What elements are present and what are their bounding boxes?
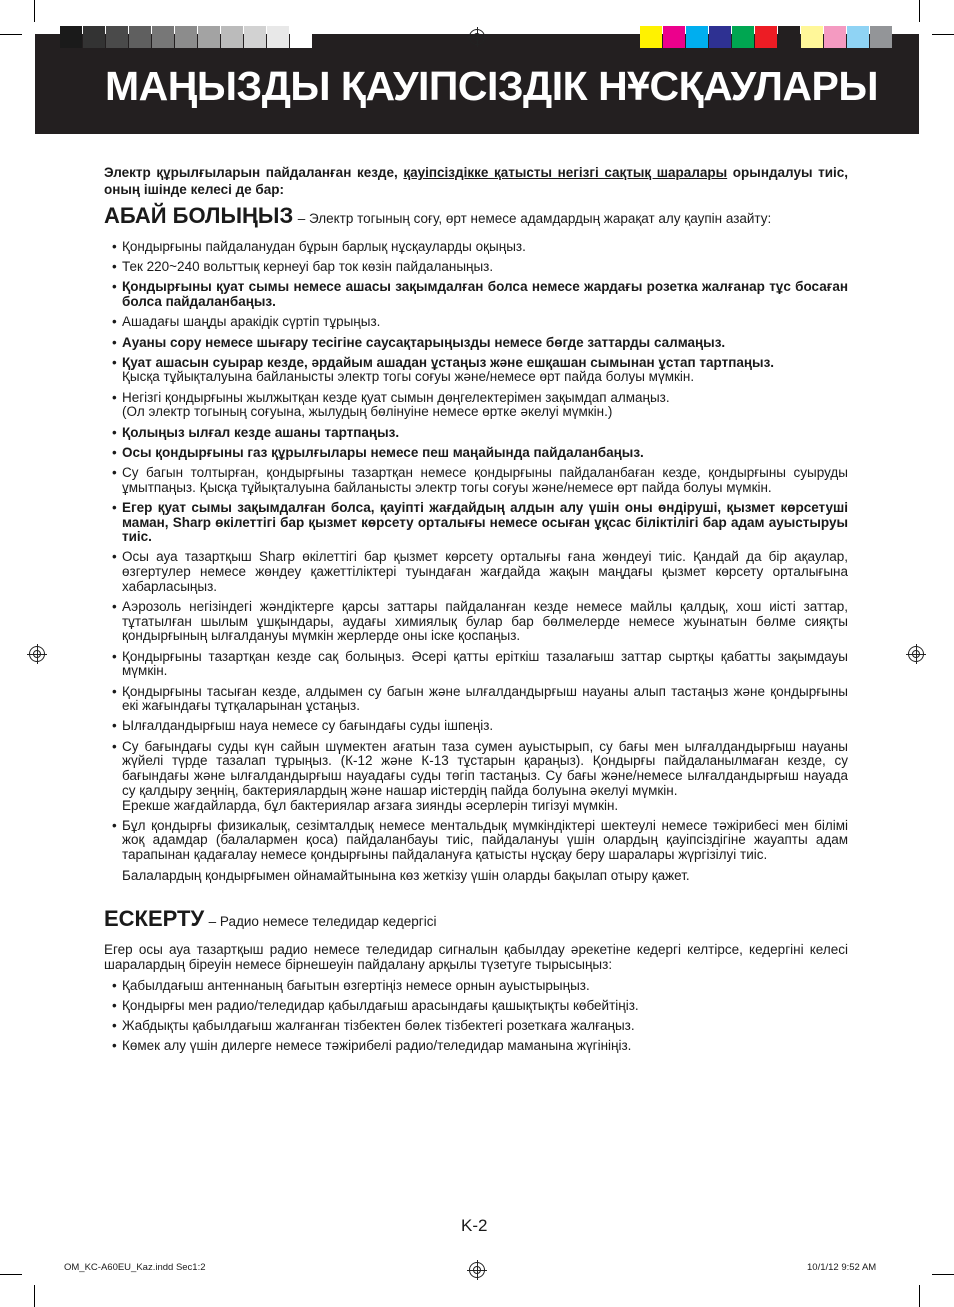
crop-mark — [932, 34, 954, 35]
color-swatch — [801, 26, 823, 48]
color-swatch — [221, 26, 243, 48]
color-swatch — [663, 26, 685, 48]
list-item-note: (Ол электр тогының соғуына, жылудың бөлінуіне немесе өртке әкелуі мүмкін.) — [122, 404, 613, 420]
crop-mark — [0, 1274, 22, 1275]
color-swatch — [732, 26, 754, 48]
color-swatch — [175, 26, 197, 48]
warning-list — [104, 979, 848, 1054]
list-item — [104, 999, 848, 1014]
crop-mark — [34, 1285, 35, 1307]
list-item-text: Аэрозоль негізіндегі жәндіктерге қарсы заттары пайдаланған кезде немесе майлы қалдық, хош иісті заттар, тұтатылған шылым ұшқындары, аудағы химиялық булар бар бөлмелерде немесе жуынатын бөлме сияқты қондырғының ылғалдануы мүмкін жерлерде оны іске қоспаңыз. — [122, 599, 848, 644]
list-item — [104, 550, 848, 594]
list-item — [104, 466, 848, 495]
list-item-text: Ылғалдандырғыш науа немесе су бағындағы суды ішпеңіз. — [122, 718, 494, 734]
list-item-text: Егер қуат сымы зақымдалған болса, қауіпті жағдайдың алдын алу үшін оны өндіруші, қызмет көрсетуші маман, Sharp өкілеттігі бар қызмет көрсету орталығы немесе осыған ұқсас біліктілігі бар адам ауыстыруы тиіс. — [122, 499, 848, 545]
list-item — [104, 280, 848, 309]
list-item — [104, 719, 848, 734]
list-item — [104, 315, 848, 330]
list-item — [104, 740, 848, 814]
color-swatch — [129, 26, 151, 48]
registration-mark-icon — [469, 1262, 485, 1278]
footer-date: 10/1/12 9:52 AM — [807, 1262, 877, 1273]
list-item-text: Қондырғы мен радио/теледидар қабылдағыш арасындағы қашықтықты көбейтіңіз. — [122, 997, 639, 1013]
color-swatch — [870, 26, 892, 48]
list-item-text: Бұл қондырғы физикалық, сезімталдық немесе ментальдық мүмкіндіктері шектеулі немесе тәжірибесі мен білімі жоқ адамдар (балалармен қоса) пайдаланбауы тиіс, пайдалануы үшін олардың қауіпсіздігіне жауапты адам тарапынан қадағалау немесе қондырғыны пайдалануға қатысты нұсқау беру шаралары жүргізілуі тиіс. — [122, 817, 848, 863]
list-item-text: Су багын толтырған, қондырғыны тазартқан немесе қондырғыны пайдаланбаған кезде, қондырғыны суыруды ұмытпаңыз. Қысқа тұйықталуына байланысты электр тогы соғуы және/немесе өрт пайда болуы мүмкін. — [122, 464, 848, 495]
warning-title: ЕСКЕРТУ — [104, 906, 205, 932]
list-item-text: Қондырғыны тазартқан кезде сақ болыңыз. Әсері қатты еріткіш тазалағыш заттар сыртқы қабатты зақымдауы мүмкін. — [122, 648, 848, 679]
list-item — [104, 1019, 848, 1034]
page-number: K-2 — [461, 1216, 488, 1235]
color-swatch — [290, 26, 312, 48]
list-item — [104, 336, 848, 351]
list-item-text: Қабылдағыш антеннаның бағытын өзгертіңіз немесе орнын ауыстырыңыз. — [122, 977, 590, 993]
list-item — [104, 391, 848, 420]
content — [104, 164, 848, 1060]
intro-text: Электр құрылғыларын пайдаланған кезде, — [104, 165, 404, 180]
color-swatch — [106, 26, 128, 48]
list-item-text: Осы қондырғыны газ құрылғылары немесе пеш маңайында пайдаланбаңыз. — [122, 444, 644, 460]
list-item — [104, 819, 848, 863]
list-item — [104, 501, 848, 545]
list-item-text: Ауаны сору немесе шығару тесігіне саусақтарыңызды немесе бөгде заттарды салмаңыз. — [122, 334, 726, 350]
list-item — [104, 979, 848, 994]
list-item-text: Жабдықты қабылдағыш жалғанған тізбектен бөлек тізбектегі розеткаға жалғаңыз. — [122, 1018, 635, 1034]
list-item-text: Қуат ашасын суырар кезде, әрдайым ашадан ұстаңыз және ешқашан сымынан ұстап тартпаңыз. — [122, 354, 775, 370]
list-item-note: Қысқа тұйықталуына байланысты электр тогы соғуы және/немесе өрт пайда болуы мүмкін. — [122, 369, 695, 385]
color-swatch — [755, 26, 777, 48]
footer-file-name: OM_KC-A60EU_Kaz.indd Sec1:2 — [64, 1262, 206, 1273]
list-item-text: Негізгі қондырғыны жылжытқан кезде қуат сымын дөңгелектерімен зақымдап алмаңыз. — [122, 389, 670, 405]
list-item-text: Қолыңыз ылғал кезде ашаны тартпаңыз. — [122, 424, 400, 440]
color-swatch — [267, 26, 289, 48]
color-swatch — [152, 26, 174, 48]
color-swatch — [244, 26, 266, 48]
list-item-text: Қондырғыны пайдаланудан бұрын барлық нұсқауларды оқыңыз. — [122, 239, 526, 254]
list-item — [104, 426, 848, 441]
caution-title: АБАЙ БОЛЫҢЫЗ — [104, 203, 294, 228]
warning-heading — [104, 907, 848, 934]
page-title: МАҢЫЗДЫ ҚАУІПСІЗДІК НҰСҚАУЛАРЫ — [105, 63, 878, 109]
list-item-text: Ашадағы шаңды аракідік сүртіп тұрыңыз. — [122, 314, 381, 330]
registration-mark-icon — [29, 646, 45, 662]
children-note: Балалардың қондырғымен ойнамайтынына көз жеткізу үшін оларды бақылап отыру қажет. — [122, 868, 690, 884]
intro-underlined: қауіпсіздікке қатысты негізгі сақтық шаралары — [403, 165, 728, 180]
list-item-text: Көмек алу үшін дилерге немесе тәжірибелі радио/теледидар маманына жүгініңіз. — [122, 1038, 632, 1054]
crop-mark — [919, 1285, 920, 1307]
list-item-text: Қондырғыны қуат сымы немесе ашасы зақымдалған болса немесе жардағы розетка жалғанар тұс босаған болса пайдаланбаңыз. — [122, 279, 848, 310]
list-item-text: Су бағындағы суды күн сайын шүмектен ағатын таза сумен ауыстырып, су бағы мен ылғалдандырғыш науаны жүйелі түрде тазалап тұрыңыз. (К-12 және К-13 тұстарын қараңыз). Қондырғы пайдаланылмаған кезде, су бағындағы және ылғалдандырғыш науадағы суды төгіп тастаңыз. Су бағы және/немесе ылғалдандырғыш науада су қалдыру зеңнің, бактериялардың және нашар иістердің пайда болуына әкелуі мүмкін. — [122, 738, 848, 798]
caution-list — [104, 240, 848, 863]
gray-color-bar — [60, 26, 313, 48]
crop-mark — [932, 1274, 954, 1275]
process-color-bar — [640, 26, 893, 48]
list-item-text: Осы ауа тазартқыш Sharp өкілеттігі бар қызмет көрсету орталығы ғана жөндеуі тиіс. Қандай да бір ақаулар, өзгертулер немесе жөндеу қажеттіліктері туындаған жағдайда жақын маңдағы қызмет көрсету орталығына хабарласыңыз. — [122, 549, 848, 594]
warning-subtitle: – Радио немесе теледидар кедергісі — [208, 914, 437, 930]
color-swatch — [824, 26, 846, 48]
list-item — [104, 1039, 848, 1054]
crop-mark — [0, 34, 22, 35]
color-swatch — [709, 26, 731, 48]
crop-mark — [34, 0, 35, 22]
color-swatch — [60, 26, 82, 48]
list-item — [104, 240, 848, 255]
caution-heading — [104, 204, 848, 231]
list-item — [104, 685, 848, 714]
list-item — [104, 446, 848, 461]
color-swatch — [686, 26, 708, 48]
list-item-text: Тек 220~240 вольттық кернеуі бар ток көзін пайдаланыңыз. — [122, 259, 494, 275]
warning-intro: Егер осы ауа тазартқыш радио немесе теледидар сигналын қабылдау әрекетіне кедергі келтірсе, кедергіні келесі шаралардың біреуін немесе бірнешеуін пайдалану арқылы түзетуге тырысыңыз: — [104, 942, 848, 973]
list-item — [104, 600, 848, 644]
color-swatch — [198, 26, 220, 48]
intro-text-end: орындалуы тиіс, оның ішінде келесі де бар: — [104, 165, 849, 197]
list-item-text: Қондырғыны тасыған кезде, алдымен су багын және ылғалдандырғыш науаны алып тастаңыз және қондырғыны екі жағындағы тұтқаларынан ұстаңыз. — [122, 683, 848, 714]
intro-paragraph — [104, 164, 848, 198]
list-item — [104, 650, 848, 679]
color-swatch — [640, 26, 662, 48]
registration-mark-icon — [908, 646, 924, 662]
crop-mark — [919, 0, 920, 22]
list-item — [104, 260, 848, 275]
list-item-note: Ерекше жағдайларда, бұл бактериялар ағзаға зиянды әсерлерін тигізуі мүмкін. — [122, 797, 619, 813]
caution-subtitle: – Электр тогының соғу, өрт немесе адамдардың жарақат алу қаупін азайту: — [297, 211, 772, 226]
color-swatch — [847, 26, 869, 48]
color-swatch — [83, 26, 105, 48]
color-swatch — [778, 26, 800, 48]
registration-mark-icon — [469, 29, 485, 45]
list-item — [104, 356, 848, 385]
